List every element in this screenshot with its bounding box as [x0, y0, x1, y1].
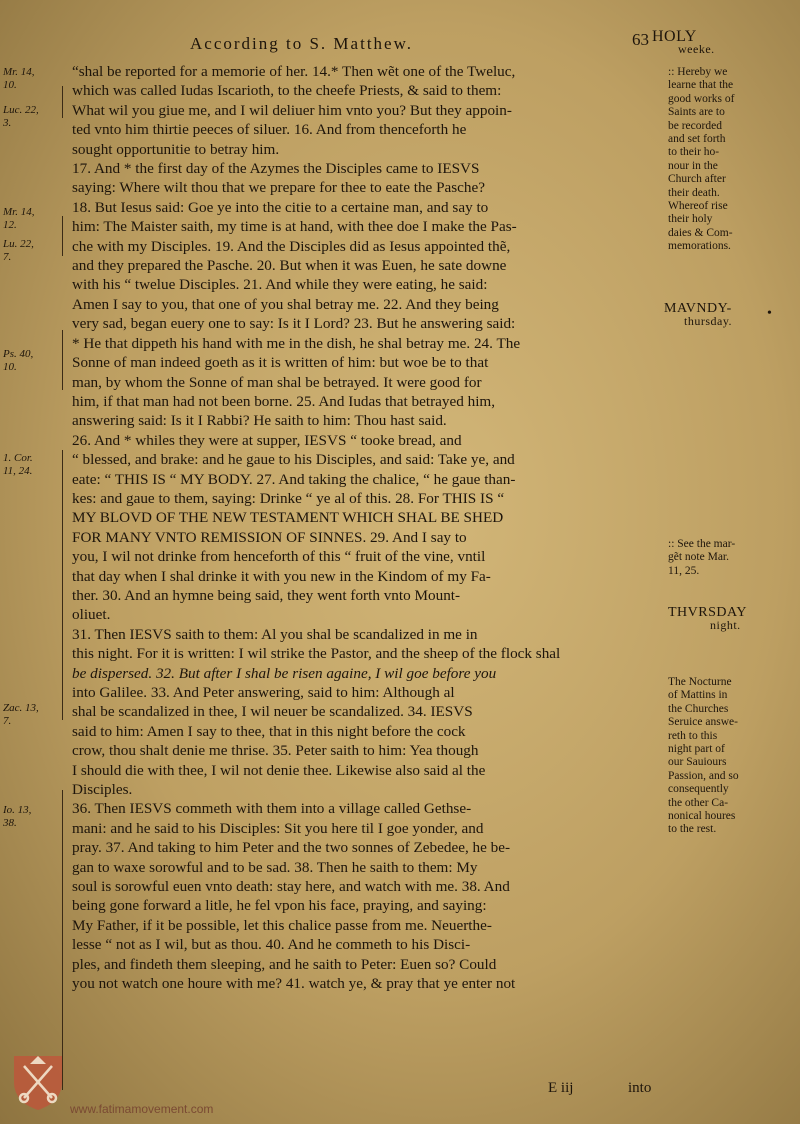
text-line: very sad, began euery one to say: Is it I Lord? 23. But he answering said:	[72, 315, 516, 333]
side-head-thursday-night: THVRSDAY night.	[668, 605, 747, 633]
bullet-mark: •	[767, 306, 772, 321]
side-note-line: Saints are to	[668, 106, 725, 119]
text-line: soul is sorowful euen vnto death: stay here, and watch with me. 38. And	[72, 878, 510, 896]
text-line: I should die with thee, I wil not denie thee. Likewise also said al the	[72, 761, 486, 779]
left-note-3: Mr. 14, 12.	[3, 206, 35, 231]
text-line: eate: “ THIS IS “ MY BODY. 27. And taking the chalice, “ he gaue than-	[72, 470, 516, 488]
text-line: said to him: Amen I say to thee, that in this night before the cock	[72, 722, 466, 740]
text-line: Sonne of man indeed goeth as it is written of him: but woe be to that	[72, 354, 489, 372]
text-line: 36. Then IESVS commeth with them into a village called Gethse-	[72, 800, 472, 818]
side-note-line: :: Hereby we	[668, 66, 728, 78]
side-note-line: Passion, and so	[668, 769, 739, 782]
left-note-2: Luc. 22, 3.	[3, 104, 39, 129]
margin-rule	[62, 450, 63, 720]
text-line: mani: and he said to his Disciples: Sit you here til I goe yonder, and	[72, 819, 484, 837]
signature-mark: E iij	[548, 1080, 574, 1096]
text-line: 31. Then IESVS saith to them: Al you shal be scandalized in me in	[72, 625, 478, 643]
left-note-5: Ps. 40, 10.	[3, 348, 34, 373]
side-note-line: The Nocturne	[668, 676, 732, 688]
left-note-4: Lu. 22, 7.	[3, 238, 34, 263]
side-note-nocturne	[668, 676, 798, 837]
margin-rule	[62, 86, 63, 118]
text-line: with his “ twelue Disciples. 21. And while they were eating, he said:	[72, 276, 488, 294]
left-note-8: Io. 13, 38.	[3, 804, 32, 829]
text-line: this night. For it is written: I wil strike the Pastor, and the sheep of the flock shal	[72, 645, 561, 663]
side-note-line: night part of	[668, 743, 725, 756]
folio-number: 63	[632, 30, 649, 49]
running-title: According to S. Matthew.	[190, 34, 414, 53]
text-line: 26. And * whiles they were at supper, IESVS “ tooke bread, and	[72, 431, 462, 449]
side-note-line: daies & Com-	[668, 226, 733, 239]
papal-keys-shield-icon	[10, 1052, 66, 1112]
text-line: into Galilee. 33. And Peter answering, said to him: Although al	[72, 684, 455, 701]
text-line: 18. But Iesus said: Goe ye into the citie to a certaine man, and say to	[72, 198, 489, 216]
text-line: My Father, if it be possible, let this chalice passe from me. Neuerthe-	[72, 916, 492, 934]
text-line: “ blessed, and brake: and he gaue to his Disciples, and said: Take ye, and	[72, 451, 515, 469]
side-note-line: learne that the	[668, 79, 734, 92]
text-line: saying: Where wilt thou that we prepare for thee to eate the Pasche?	[72, 179, 485, 197]
text-line: FOR MANY VNTO REMISSION OF SINNES. 29. And I say to	[72, 528, 467, 546]
side-note-line: of Mattins in	[668, 689, 728, 702]
side-note-line: to the rest.	[668, 823, 717, 836]
side-note-saints	[668, 66, 798, 254]
text-line: which was called Iudas Iscarioth, to the cheefe Priests, & said to them:	[72, 82, 502, 100]
text-line: MY BLOVD OF THE NEW TESTAMENT WHICH SHAL BE SHED	[72, 509, 504, 527]
text-line: * He that dippeth his hand with me in the dish, he shal betray me. 24. The	[72, 334, 521, 352]
left-note-1: Mr. 14, 10.	[3, 66, 35, 91]
side-note-see-margent	[668, 538, 798, 578]
side-note-line: our Sauiours	[668, 756, 727, 769]
text-line: “shal be reported for a memorie of her. 14.* Then wẽt one of the Tweluc,	[72, 63, 516, 80]
text-line: pray. 37. And taking to him Peter and the two sonnes of Zebedee, he be-	[72, 839, 511, 857]
side-head-holy-week: HOLY weeke.	[652, 28, 715, 57]
side-note-line: Whereof rise	[668, 200, 728, 213]
text-line: you, I wil not drinke from henceforth of this “ fruit of the vine, vntil	[72, 548, 486, 566]
text-line: him: The Maister saith, my time is at hand, with thee doe I make the Pas-	[72, 218, 517, 236]
catchword: into	[628, 1080, 652, 1096]
side-note-line: the Churches	[668, 702, 729, 715]
side-note-line: nonical houres	[668, 810, 736, 823]
text-line: gan to waxe sorowful and to be sad. 38. Then he saith to them: My	[72, 858, 478, 876]
side-note-line: reth to this	[668, 729, 718, 742]
text-line: shal be scandalized in thee, I wil neuer be scandalized. 34. IESVS	[72, 703, 473, 721]
text-line: man, by whom the Sonne of man shal be betrayed. It were good for	[72, 373, 482, 391]
side-note-line: be recorded	[668, 119, 722, 132]
side-head-maundy-thursday: MAVNDY- thursday.	[664, 301, 733, 329]
text-line: crow, thou shalt denie me thrise. 35. Peter saith to him: Yea though	[72, 742, 479, 760]
margin-rule	[62, 330, 63, 390]
text-line: you not watch one houre with me? 41. watch ye, & pray that ye enter not	[72, 975, 516, 993]
side-note-line: gẽt note Mar.	[668, 551, 729, 564]
side-note-line: Church after	[668, 173, 726, 186]
text-line: oliuet.	[72, 606, 111, 624]
side-note-line: good works of	[668, 92, 735, 105]
text-line: him, if that man had not been borne. 25. And Iudas that betrayed him,	[72, 392, 496, 410]
side-note-line: the other Ca-	[668, 796, 729, 809]
side-note-line: memorations.	[668, 240, 731, 253]
text-line: Disciples.	[72, 781, 133, 799]
text-line: ples, and findeth them sleeping, and he saith to Peter: Euen so? Could	[72, 955, 497, 973]
side-note-line: :: See the mar-	[668, 538, 736, 550]
side-note-line: their death.	[668, 186, 720, 199]
margin-rule	[62, 790, 63, 1090]
text-line: What wil you giue me, and I wil deliuer him vnto you? But they appoin-	[72, 101, 512, 119]
text-line: 17. And * the first day of the Azymes the Disciples came to IESVS	[72, 160, 480, 178]
side-note-line: 11, 25.	[668, 564, 700, 577]
text-line: kes: and gaue to them, saying: Drinke “ ye al of this. 28. For THIS IS “	[72, 489, 505, 507]
left-note-6: 1. Cor. 11, 24.	[3, 452, 33, 477]
side-note-line: consequently	[668, 783, 729, 796]
side-note-line: to their ho-	[668, 146, 720, 159]
text-line: be dispersed. 32. But after I shal be risen againe, I wil goe before you	[72, 664, 497, 682]
left-note-7: Zac. 13, 7.	[3, 702, 39, 727]
text-line: being gone forward a litle, he fel vpon his face, praying, and saying:	[72, 897, 487, 915]
text-line: lesse “ not as I wil, but as thou. 40. And he commeth to his Disci-	[72, 936, 471, 954]
text-line: ther. 30. And an hymne being said, they went forth vnto Mount-	[72, 586, 461, 604]
text-line: che with my Disciples. 19. And the Disciples did as Iesus appointed thẽ,	[72, 237, 511, 255]
text-line: that day when I shal drinke it with you new in the Kindom of my Fa-	[72, 567, 491, 585]
side-note-line: Seruice answe-	[668, 716, 738, 729]
side-note-line: and set forth	[668, 133, 726, 146]
side-note-line: nour in the	[668, 159, 718, 172]
text-line: and they prepared the Pasche. 20. But when it was Euen, he sate downe	[72, 257, 507, 275]
margin-rule	[62, 216, 63, 256]
side-note-line: their holy	[668, 213, 713, 226]
scripture-text	[72, 62, 666, 994]
text-line: Amen I say to you, that one of you shal betray me. 22. And they being	[72, 295, 499, 313]
text-line: ted vnto him thirtie peeces of siluer. 16. And from thenceforth he	[72, 121, 467, 139]
watermark-url[interactable]: www.fatimamovement.com	[70, 1102, 214, 1116]
text-line: sought opportunitie to betray him.	[72, 140, 280, 158]
text-line: answering said: Is it I Rabbi? He saith to him: Thou hast said.	[72, 412, 447, 430]
